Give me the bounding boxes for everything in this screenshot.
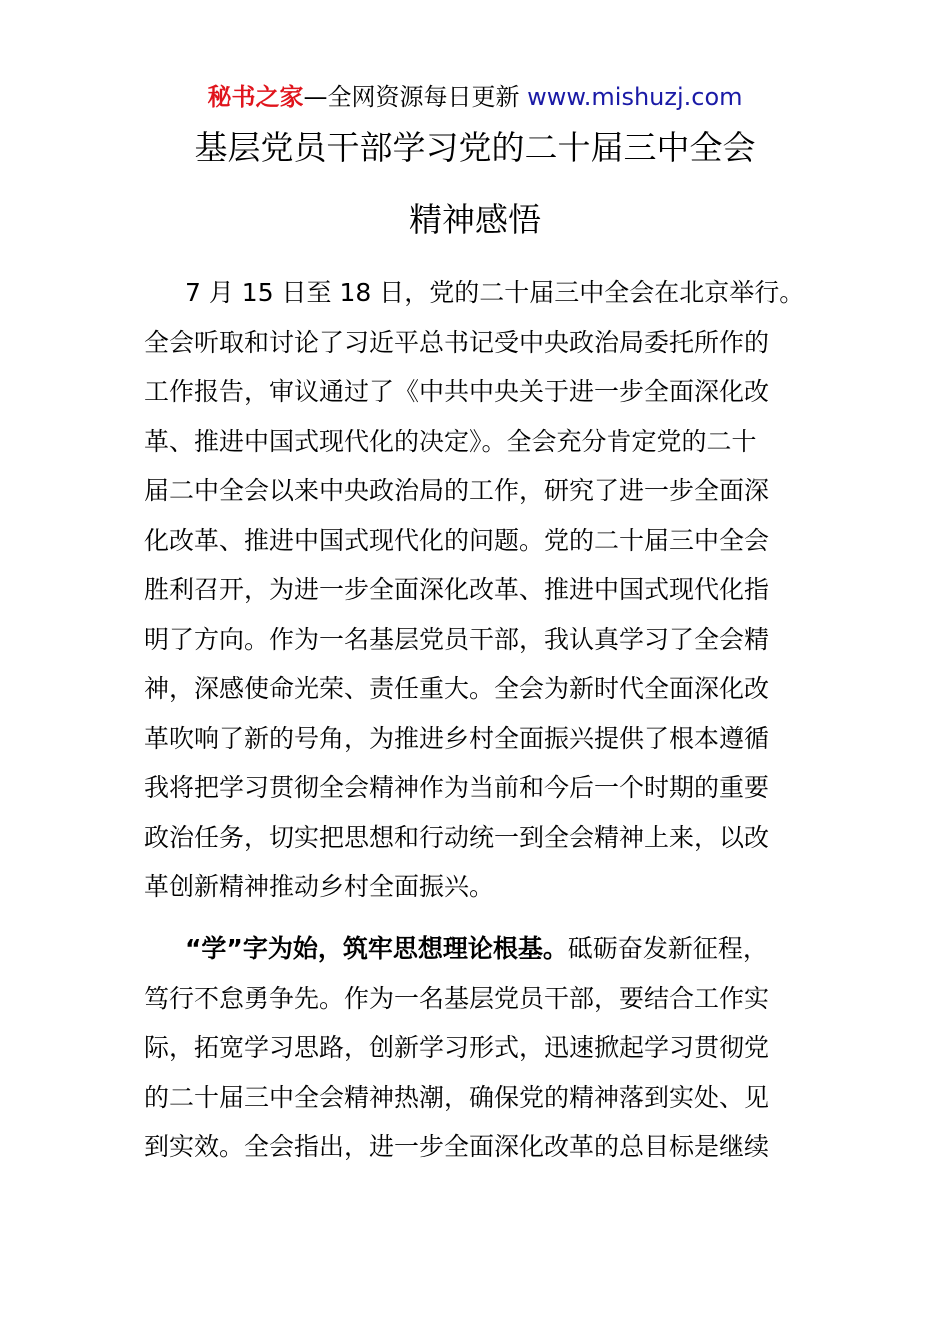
section-heading-bold: “学”字为始，筑牢思想理论根基。	[185, 934, 568, 963]
site-header	[0, 80, 950, 114]
paragraph-line: 政治任务，切实把思想和行动统一到全会精神上来，以改	[144, 822, 770, 852]
paragraph-line: 届二中全会以来中央政治局的工作，研究了进一步全面深	[144, 476, 770, 505]
paragraph-line: 我将把学习贯彻全会精神作为当前和今后一个时期的重要	[144, 773, 770, 802]
paragraph-line: 际，拓宽学习思路，创新学习形式，迅速掀起学习贯彻党	[144, 1033, 770, 1062]
paragraph-line: 革吹响了新的号角，为推进乡村全面振兴提供了根本遵循	[144, 723, 770, 753]
document-title-line-2: 精神感悟	[409, 200, 541, 239]
paragraph-line: 胜利召开，为进一步全面深化改革、推进中国式现代化指	[144, 575, 770, 604]
site-brand: 秘书之家	[207, 83, 304, 111]
paragraph-line: 到实效。全会指出，进一步全面深化改革的总目标是继续	[144, 1132, 770, 1161]
paragraph-1	[144, 268, 806, 912]
document-title-line-1: 基层党员干部学习党的二十届三中全会	[194, 128, 756, 167]
paragraph-line: 革创新精神推动乡村全面振兴。	[144, 872, 495, 901]
paragraph-line: 化改革、推进中国式现代化的问题。党的二十届三中全会	[144, 525, 770, 555]
paragraph-2	[144, 924, 806, 1172]
site-slogan: —全网资源每日更新	[303, 83, 528, 111]
paragraph-first-line	[144, 924, 806, 974]
paragraph-line: 工作报告，审议通过了《中共中央关于进一步全面深化改	[144, 377, 770, 406]
site-url-link[interactable]: www.mishuzj.com	[527, 83, 743, 111]
paragraph-line: 革、推进中国式现代化的决定》。全会充分肯定党的二十	[144, 426, 757, 456]
paragraph-line: 明了方向。作为一名基层党员干部，我认真学习了全会精	[144, 624, 770, 654]
paragraph-line: 笃行不怠勇争先。作为一名基层党员干部，要结合工作实	[144, 983, 770, 1013]
paragraph-line-rest: 砥砺奋发新征程，	[567, 934, 768, 963]
paragraph-line: 的二十届三中全会精神热潮，确保党的精神落到实处、见	[144, 1082, 770, 1112]
paragraph-line: 神，深感使命光荣、责任重大。全会为新时代全面深化改	[144, 674, 770, 703]
paragraph-line: 全会听取和讨论了习近平总书记受中央政治局委托所作的	[144, 327, 770, 357]
paragraph-line: 7 月 15 日至 18 日，党的二十届三中全会在北京举行。	[185, 278, 805, 307]
